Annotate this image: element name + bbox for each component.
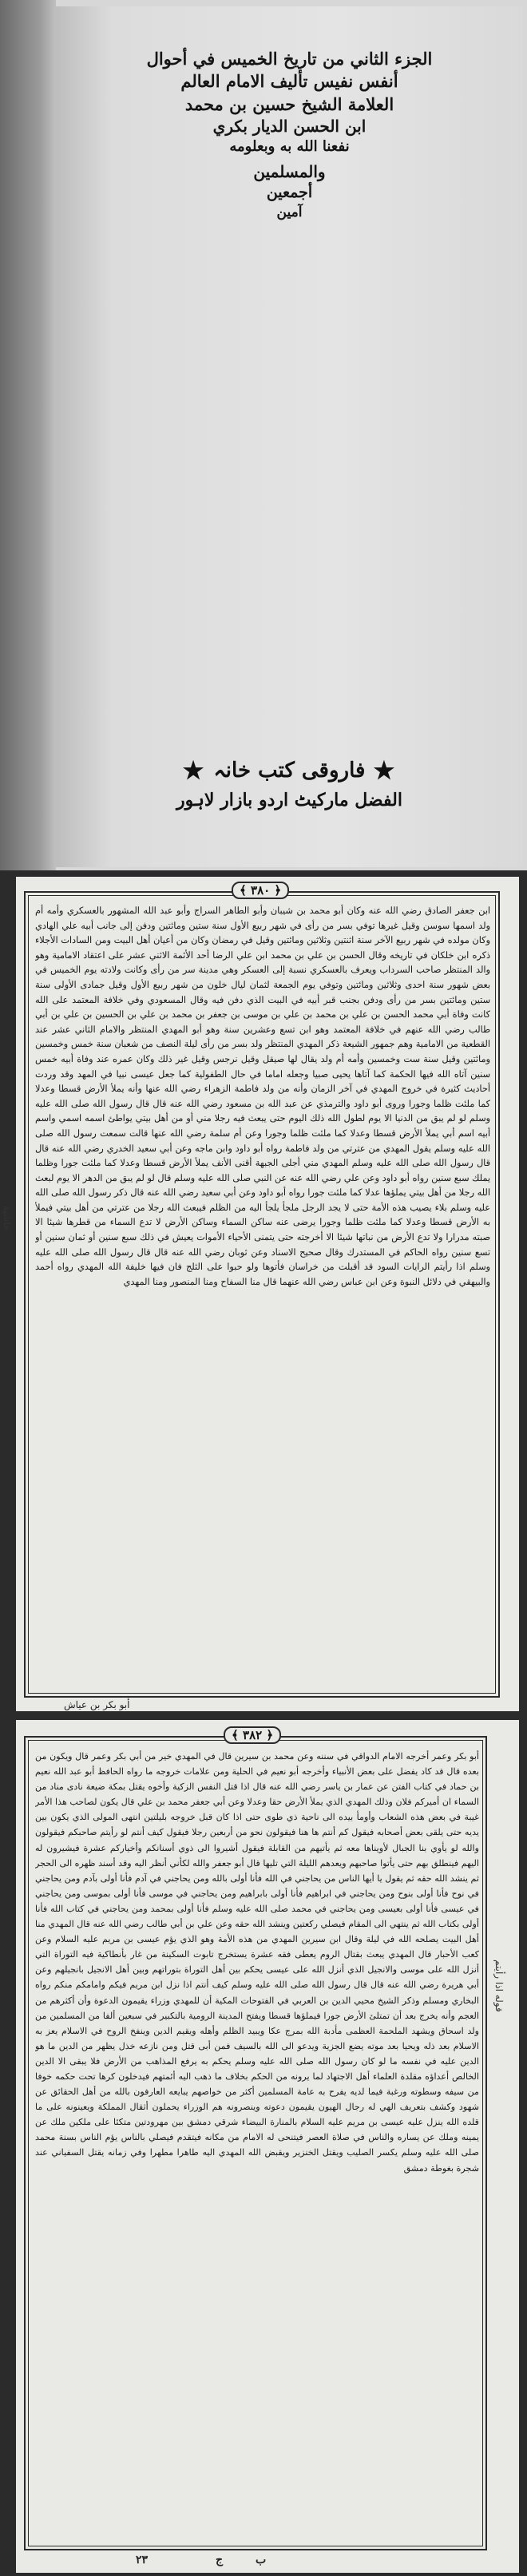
publisher-name — [56, 755, 523, 788]
book-spine-shadow — [0, 0, 56, 870]
title-line-3: العلامة الشيخ حسين بن محمد — [184, 93, 394, 114]
title-line-8: آمين — [276, 204, 303, 220]
publisher-address: الفضل مارکیٹ اردو بازار لاہور — [176, 790, 402, 810]
title-line-1: الجزء الثاني من تاريخ الخميس في أحوال — [146, 49, 433, 69]
page-number: ﴿ ٣٨٢ ﴾ — [224, 1726, 281, 1744]
page-body-text: أبو بكر وعمر أخرجه الامام الدواقي في سننه وعن محمد بن سيرين قال في المهدي خير من أبي بكر وعمر قال ويكون من بعده قال قد كاد يفضل على بعض الأنبياء وأخرجه أبو نعيم في الحلية ومن علامات خروجه ما رواه الحافظ أبو عبد الله نعيم بن حماد في كتاب الفتن عن عمار بن ياسر رضي الله عنه قال اذا قتل النفس الزكية وأخوه يقتل بمكة ضيعة نادى مناد من السماء ان أميركم فلان وذلك المهدي الذي يملأ الأرض حقا وعدلا وعن أبي جعفر محمد بن علي قال يكون لصاحب هذا الأمر غيبة في بعض هذه الشعاب وأومأ بيده الى ناحية ذي طوى حتى اذا كان قبل خروجه بليلتين انتهى المولى الذي يكون بين يديه حتى يلقى بعض أصحابه فيقول كم أنتم ها هنا فيقولون نحو من أربعين رجلا فيقول كيف أنتم لو رأيتم صاحبكم فيقولون والله لو يأوي بنا الجبال لأويناها معه ثم يأتيهم من القابلة فيقول أشيروا الى ذوي أسنانكم وأخياركم عشرة فيشيرون له اليهم فينطلق بهم حتى يأتوا صاحبهم ويعدهم الليلة التي تليها قال أبو جعفر والله لكأني أنظر اليه وقد أسند ظهره الى الحجر ثم ينشد الله حقه ثم يقول يا أيها الناس من يحاجني في الله فأنا أولى بالله ومن يحاجني في آدم فأنا أولى بآدم ومن يحاجني في نوح فأنا أولى بنوح ومن يحاجني في ابراهيم فأنا أولى بابراهيم ومن يحاجني في موسى فأنا أولى بموسى ومن يحاجني في عيسى فأنا أولى بعيسى ومن يحاجني في محمد صلى الله عليه وسلم فأنا أولى بمحمد ومن يحاجني في كتاب الله فأنا أولى بكتاب الله ثم ينتهي الى المقام فيصلي ركعتين وينشد الله حقه وعن علي بن أبي طالب رضي الله عنه قال المهدي منا أهل البيت يصلحه الله في ليلة وقال ابن سيرين المهدي من هذه الأمة وهو الذي يؤم عيسى بن مريم عليه السلام وعن كعب الأحبار قال المهدي يبعث بقتال الروم يعطى فقه عشرة يستخرج تابوت السكينة من غار بأنطاكية فيه التوراة التي أنزل الله على موسى والانجيل الذي أنزل الله على عيسى يحكم بين أهل التوراة بتوراتهم وبين أهل الانجيل بانجيلهم وعن أبي هريرة رضي الله عنه قال قال رسول الله صلى الله عليه وسلم كيف أنتم اذا نزل ابن مريم فيكم وامامكم منكم رواه البخاري ومسلم وذكر الشيخ محيي الدين بن العربي في الفتوحات المكية أن للمهدي وزراء يقيمون الدعوة وأن أكثرهم من العجم وأنه يخرج بعد أن تمتلئ الأرض جورا فيملؤها قسطا ويفتح المدينة الرومية بالتكبير في سبعين ألفا من المسلمين من ولد اسحاق ويشهد الملحمة العظمى مأدبة الله بمرج عكا ويبيد الظلم وأهله ويقيم الدين وينفخ الروح في الاسلام يعز به الاسلام بعد ذله ويحيا بعد موته يضع الجزية ويدعو الى الله بالسيف فمن أبى قتل ومن نازعه خذل يظهر من الدين ما هو الدين عليه في نفسه ما لو كان رسول الله صلى الله عليه وسلم يحكم به يرفع المذاهب من الأرض فلا يبقى الا الدين الخالص أعداؤه مقلدة العلماء أهل الاجتهاد لما يرونه من الحكم بخلاف ما ذهب اليه أئمتهم فيدخلون كرها تحت حكمه خوفا من سيفه وسطوته ورغبة فيما لديه يفرح به عامة المسلمين أكثر من خواصهم يبايعه العارفون بالله من أهل الحقائق عن شهود وكشف بتعريف الهي له رجال الهيون يقيمون دعوته وينصرونه هم الوزراء يحملون أثقال المملكة ويعينونه على ما قلده الله ينزل عليه عيسى بن مريم عليه السلام بالمنارة البيضاء شرقي دمشق بين مهرودتين متكئا على ملكين ملك عن يمينه وملك عن يساره والناس في صلاة العصر فيتنحى له الامام من مكانه فيتقدم فيصلي بالناس يؤم الناس بسنة محمد صلى الله عليه وسلم يكسر الصليب ويقتل الخنزير ويقبض الله المهدي اليه طاهرا مطهرا وفي زمانه يقتل السفياني عند شجرة بغوطة دمشق — [35, 1751, 479, 2174]
title-page-scan — [0, 0, 527, 870]
margin-note: قوله اذا رأيتم — [493, 1960, 505, 2012]
star-icon: ★ — [182, 757, 206, 785]
publisher-name-text: فاروقی کتب خانہ — [213, 759, 366, 783]
text-page-scan-382 — [0, 1715, 527, 2576]
footer-signature-left: ٢٣ — [136, 2554, 149, 2566]
page-footer-catchword: أبو بكر بن عياش — [64, 1699, 130, 1710]
book-title-block — [56, 48, 523, 222]
footer-signature-right: ب — [256, 2554, 267, 2566]
page-sheet — [16, 1720, 519, 2573]
publisher-block — [56, 755, 523, 813]
title-line-6: والمسلمين — [253, 162, 326, 182]
star-icon: ★ — [373, 757, 397, 785]
title-line-7: أجمعين — [266, 184, 313, 202]
margin-note: حاشية — [2, 1206, 13, 1231]
title-line-4: ابن الحسن الديار بكري — [212, 117, 367, 137]
page-number: ﴿ ٣٨٠ ﴾ — [232, 882, 289, 899]
page-body-text: ابن جعفر الصادق رضي الله عنه وكان أبو محمد بن شيبان وأبو الطاهر السراج وأبو عبد الله المشهور بالعسكري وأمه أم ولد اسمها سوسن وقيل غيرها توفي بسر من رأى في شهر ربيع الأول سنة ستين ومائتين ودفن إلى جانب أبيه علي الهادي وكان مولده في شهر ربيع الآخر سنة اثنتين وثلاثين ومائتين وقيل في رمضان وكان من أعيان أهل البيت ومن السادات الأجلاء ذكره ابن خلكان في تاريخه وقال الحسن بن علي بن محمد ابن علي الرضا أحد الأئمة الاثني عشر على اعتقاد الامامية وهو والد المنتظر صاحب السرداب ويعرف بالعسكري نسبة إلى العسكر وهي مدينة سر من رأى وكانت ولادته يوم الخميس في بعض شهور سنة احدى وثلاثين ومائتين وتوفي يوم الجمعة لثمان ليال خلون من شهر ربيع الأول وقيل جمادى الأولى سنة ستين ومائتين بسر من رأى ودفن بجنب قبر أبيه في البيت الذي دفن فيه وقال المسعودي وفي خلافة المعتمد على الله كانت وفاة أبي محمد الحسن بن علي بن محمد بن علي بن موسى بن جعفر بن محمد بن علي بن الحسين بن علي بن أبي طالب رضي الله عنهم في خلافة المعتمد وهو ابن تسع وعشرين سنة وهو أبو المهدي المنتظر والامام الثاني عشر عند القطعية من الامامية وهم جمهور الشيعة ذكر المهدي المنتظر ولد بسر من رأى ليلة النصف من شعبان سنة خمس وخمسين ومائتين وقيل سنة ست وخمسين وأمه أم ولد يقال لها صيقل وقيل نرجس وقيل غير ذلك وكان عمره عند وفاة أبيه خمس سنين آتاه الله فيها الحكمة كما آتاها يحيى صبيا وجعله اماما في حال الطفولية كما جعل عيسى نبيا في المهد وقد وردت أحاديث كثيرة في خروج المهدي في آخر الزمان وأنه من ولد فاطمة الزهراء رضي الله عنها وأنه يملأ الأرض قسطا وعدلا كما ملئت ظلما وجورا وروى أبو داود والترمذي عن عبد الله بن مسعود رضي الله عنه قال قال رسول الله صلى الله عليه وسلم لو لم يبق من الدنيا الا يوم لطول الله ذلك اليوم حتى يبعث فيه رجلا مني أو من أهل بيتي يواطئ اسمه اسمي واسم أبيه اسم أبي يملأ الأرض قسطا وعدلا كما ملئت ظلما وجورا وعن أم سلمة رضي الله عنها قالت سمعت رسول الله صلى الله عليه وسلم يقول المهدي من عترتي من ولد فاطمة رواه أبو داود وابن ماجه وعن أبي سعيد الخدري رضي الله عنه قال قال رسول الله صلى الله عليه وسلم المهدي مني أجلى الجبهة أقنى الأنف يملأ الأرض قسطا وعدلا كما ملئت جورا وظلما يملك سبع سنين رواه أبو داود وعن علي رضي الله عنه عن النبي صلى الله عليه وسلم قال لو لم يبق من الدهر الا يوم لبعث الله رجلا من أهل بيتي يملؤها عدلا كما ملئت جورا رواه أبو داود وعن أبي سعيد رضي الله عنه قال ذكر رسول الله صلى الله عليه وسلم بلاء يصيب هذه الأمة حتى لا يجد الرجل ملجأ يلجأ اليه من الظلم فيبعث الله رجلا من عترتي من أهل بيتي فيملأ به الأرض قسطا وعدلا كما ملئت ظلما وجورا يرضى عنه ساكن السماء وساكن الأرض لا تدع السماء من قطرها شيئا الا صبته مدرارا ولا تدع الأرض من نباتها شيئا الا أخرجته حتى يتمنى الأحياء الأموات يعيش في ذلك سبع سنين أو ثمان سنين أو تسع سنين رواه الحاكم في المستدرك وقال صحيح الاسناد وعن ثوبان رضي الله عنه قال قال رسول الله صلى الله عليه وسلم اذا رأيتم الرايات السود قد أقبلت من خراسان فأتوها ولو حبوا على الثلج فان فيها خليفة الله المهدي رواه أحمد والبيهقي في دلائل النبوة وعن ابن عباس رضي الله عنهما قال منا السفاح ومنا المنصور ومنا المهدي — [35, 906, 490, 1287]
title-line-5: نفعنا الله به وبعلومه — [229, 138, 350, 156]
title-line-2: أنفس نفيس تأليف الامام العالم — [180, 71, 398, 92]
footer-signature-mid: ج — [216, 2554, 224, 2566]
page-sheet — [16, 877, 519, 1711]
text-page-scan-380 — [0, 870, 527, 1715]
